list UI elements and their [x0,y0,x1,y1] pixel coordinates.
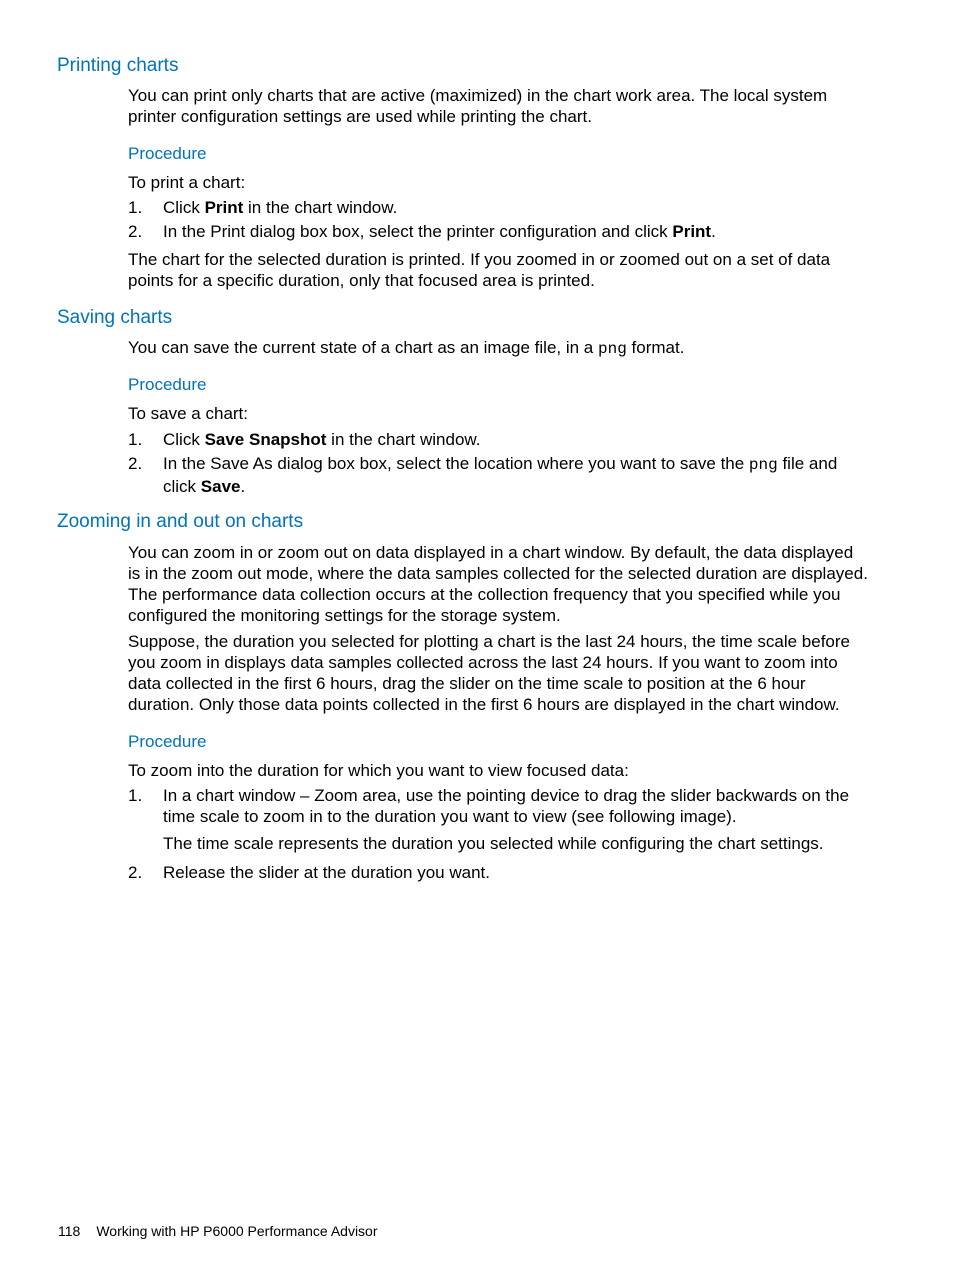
step-note: The time scale represents the duration you selected while configuring the chart settings. [163,834,824,853]
saving-intro: You can save the current state of a chart as an image file, in a png format. [128,338,685,358]
step-number: 1. [128,198,143,217]
list-item: 2. In the Print dialog box box, select the printer configuration and click Print. [128,222,716,241]
step-text: In a chart window – Zoom area, use the pointing device to drag the slider backwards on the time scale to zoom in to the duration you want to view (see following image). [163,786,850,826]
step-number: 1. [128,786,143,805]
step-number: 2. [128,454,143,473]
step-number: 1. [128,430,143,449]
step-number: 2. [128,863,143,882]
ui-term: Print [672,222,712,241]
zooming-para-2: Suppose, the duration you selected for plotting a chart is the last 24 hours, the time scale before you zoom in displays data samples collected across the last 24 hours. If you want to zoom into data collected in the first 6 hours, drag the slider on the time scale to position at the 6 hour duration. Only those data points collected in the first 6 hours are displayed in the chart window. [128,632,850,714]
ui-term: Save Snapshot [204,430,327,449]
step-number: 2. [128,222,143,241]
ui-term: Print [204,198,244,217]
list-item [128,862,870,883]
section-heading-printing-charts: Printing charts [57,55,179,76]
ui-term: Save [200,477,241,496]
code-term: png [748,456,778,474]
section-heading-saving-charts: Saving charts [57,307,173,328]
section-heading-zooming: Zooming in and out on charts [57,511,304,532]
page-footer [58,1222,378,1240]
printing-intro: You can print only charts that are active (maximized) in the chart work area. The local system printer configuration settings are used while printing the chart. [128,86,828,126]
list-item: 2. In the Save As dialog box box, select the location where you want to save the png file and click Save. [128,454,838,496]
printing-note: The chart for the selected duration is printed. If you zoomed in or zoomed out on a set of data points for a specific duration, only that focused area is printed. [128,250,831,290]
list-item: 1. Click Print in the chart window. [128,198,398,217]
document-title: Working with HP P6000 Performance Advisor [96,1223,378,1239]
procedure-lead: To print a chart: [128,173,246,192]
procedure-lead: To zoom into the duration for which you want to view focused data: [128,761,629,780]
procedure-heading: Procedure [128,375,207,394]
procedure-heading: Procedure [128,144,207,163]
page-number: 118 [58,1223,81,1239]
list-item: 1. Click Save Snapshot in the chart window. [128,430,481,449]
list-item [128,785,870,827]
procedure-lead: To save a chart: [128,404,249,423]
zooming-para-1: You can zoom in or zoom out on data displayed in a chart window. By default, the data displayed is in the zoom out mode, where the data samples collected for the selected duration are displayed. The performance data collection occurs at the collection frequency that you specified while you configured the monitoring settings for the storage system. [128,543,868,625]
procedure-heading: Procedure [128,732,207,751]
step-text: Release the slider at the duration you want. [163,863,490,882]
code-term: png [597,340,627,358]
